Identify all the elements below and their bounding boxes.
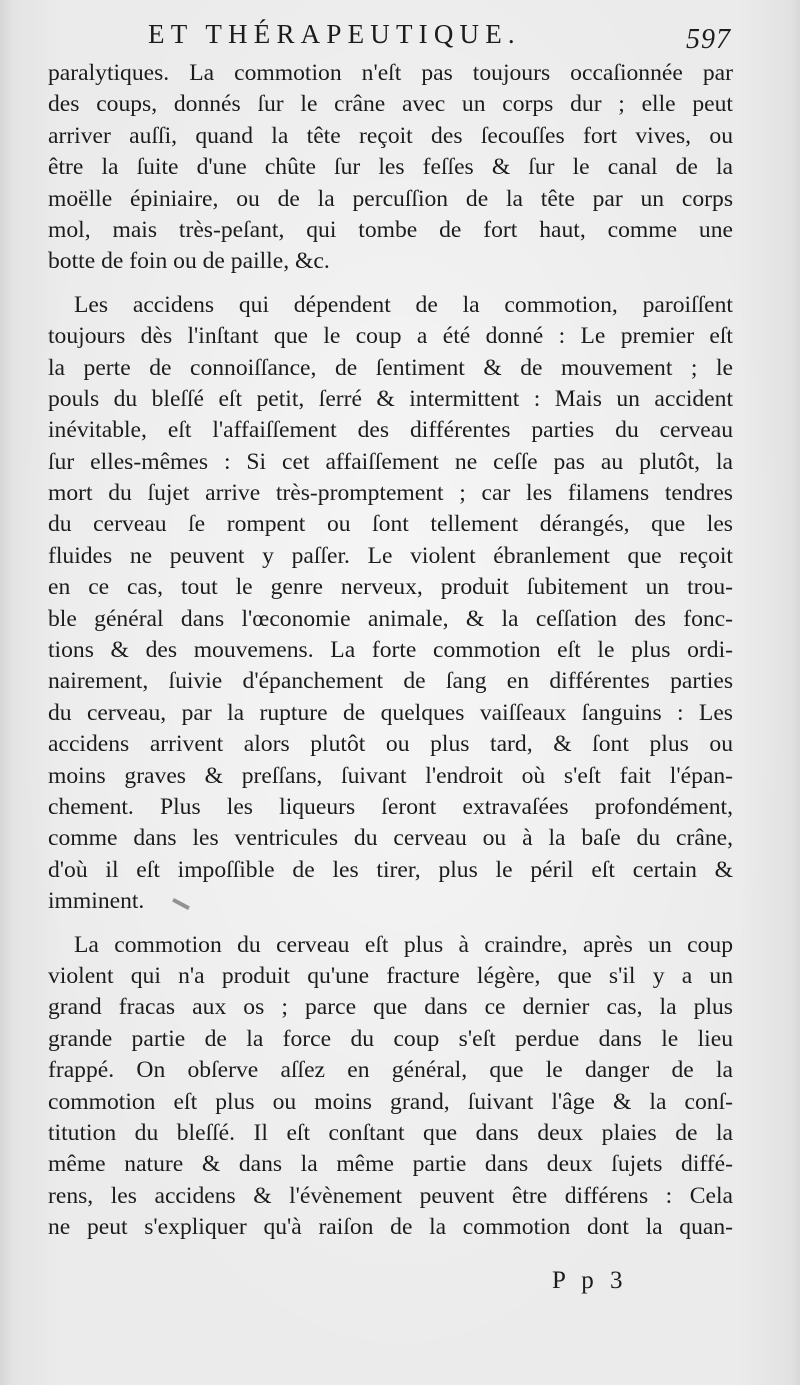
signature-mark: P p 3 (552, 1267, 628, 1294)
text-line: chement. Plus les liqueurs ſeront extravaſées profondément, (48, 793, 733, 820)
running-title: ET THÉRAPEUTIQUE. (148, 19, 521, 49)
text-line: ne peut s'expliquer qu'à raiſon de la commotion dont la quan- (48, 1214, 733, 1241)
text-line: titution du bleſſé. Il eſt conſtant que dans deux plaies de la (48, 1119, 733, 1146)
text-line: toujours dès l'inſtant que le coup a été donné : Le premier eſt (48, 323, 733, 350)
text-line: mort du ſujet arrive très-promptement ; car les filamens tendres (48, 480, 733, 507)
text-line: en ce cas, tout le genre nerveux, produit ſubitement un trou- (48, 574, 733, 601)
text-line: comme dans les ventricules du cerveau ou à la baſe du crâne, (48, 825, 733, 852)
text-line: paralytiques. La commotion n'eſt pas toujours occaſionnée par (48, 60, 733, 86)
text-line: ſur elles-mêmes : Si cet affaiſſement ne ceſſe pas au plutôt, la (48, 448, 733, 475)
paragraph-2 (48, 290, 733, 918)
text-line: inévitable, eſt l'affaiſſement des différentes parties du cerveau (48, 417, 733, 444)
text-line: être la ſuite d'une chûte ſur les feſſes & ſur le canal de la (48, 154, 733, 181)
text-line: tions & des mouvemens. La forte commotion eſt le plus ordi- (48, 637, 733, 664)
page-number: 597 (686, 24, 731, 55)
text-line: des coups, donnés ſur le crâne avec un corps dur ; elle peut (48, 91, 733, 118)
text-line: pouls du bleſſé eſt petit, ſerré & intermittent : Mais un accident (48, 385, 733, 412)
body-text (48, 58, 733, 1243)
text-line: moëlle épiniaire, ou de la percuſſion de la tête par un corps (48, 185, 733, 212)
text-line: frappé. On obſerve aſſez en général, que le danger de la (48, 1057, 733, 1084)
text-line: imminent. (48, 888, 145, 915)
text-line: d'où il eſt impoſſible de les tirer, plus le péril eſt certain & (48, 856, 733, 883)
text-line: du cerveau, par la rupture de quelques vaiſſeaux ſanguins : Les (48, 699, 733, 726)
running-header (0, 14, 800, 54)
text-line: botte de foin ou de paille, &c. (48, 248, 330, 275)
paragraph-1 (48, 58, 733, 278)
text-line: mol, mais très-peſant, qui tombe de fort haut, comme une (48, 216, 733, 243)
text-line: la perte de connoiſſance, de ſentiment & de mouvement ; le (48, 354, 733, 381)
paragraph-3 (48, 930, 733, 1244)
text-line: ble général dans l'œconomie animale, & la ceſſation des fonc- (48, 605, 733, 632)
text-line: Les accidens qui dépendent de la commotion, paroiſſent (74, 291, 733, 318)
paragraph-gap (48, 918, 733, 930)
text-line: du cerveau ſe rompent ou ſont tellement dérangés, que les (48, 511, 733, 538)
text-line: moins graves & preſſans, ſuivant l'endroit où s'eſt fait l'épan- (48, 762, 733, 789)
text-line: commotion eſt plus ou moins grand, ſuivant l'âge & la conſ- (48, 1088, 733, 1115)
text-line: grande partie de la force du coup s'eſt perdue dans le lieu (48, 1025, 733, 1052)
text-line: La commotion du cerveau eſt plus à craindre, après un coup (74, 931, 733, 958)
paragraph-gap (48, 278, 733, 290)
text-line: accidens arrivent alors plutôt ou plus tard, & ſont plus ou (48, 731, 733, 758)
text-line: même nature & dans la même partie dans deux ſujets diffé- (48, 1151, 733, 1178)
text-line: rens, les accidens & l'évènement peuvent être différens : Cela (48, 1182, 733, 1209)
text-line: violent qui n'a produit qu'une fracture légère, que s'il y a un (48, 962, 733, 989)
text-line: fluides ne peuvent y paſſer. Le violent ébranlement que reçoit (48, 542, 733, 569)
text-line: nairement, ſuivie d'épanchement de ſang en différentes parties (48, 668, 733, 695)
text-line: arriver auſſi, quand la tête reçoit des ſecouſſes fort vives, ou (48, 122, 733, 149)
text-line: grand fracas aux os ; parce que dans ce dernier cas, la plus (48, 994, 733, 1021)
